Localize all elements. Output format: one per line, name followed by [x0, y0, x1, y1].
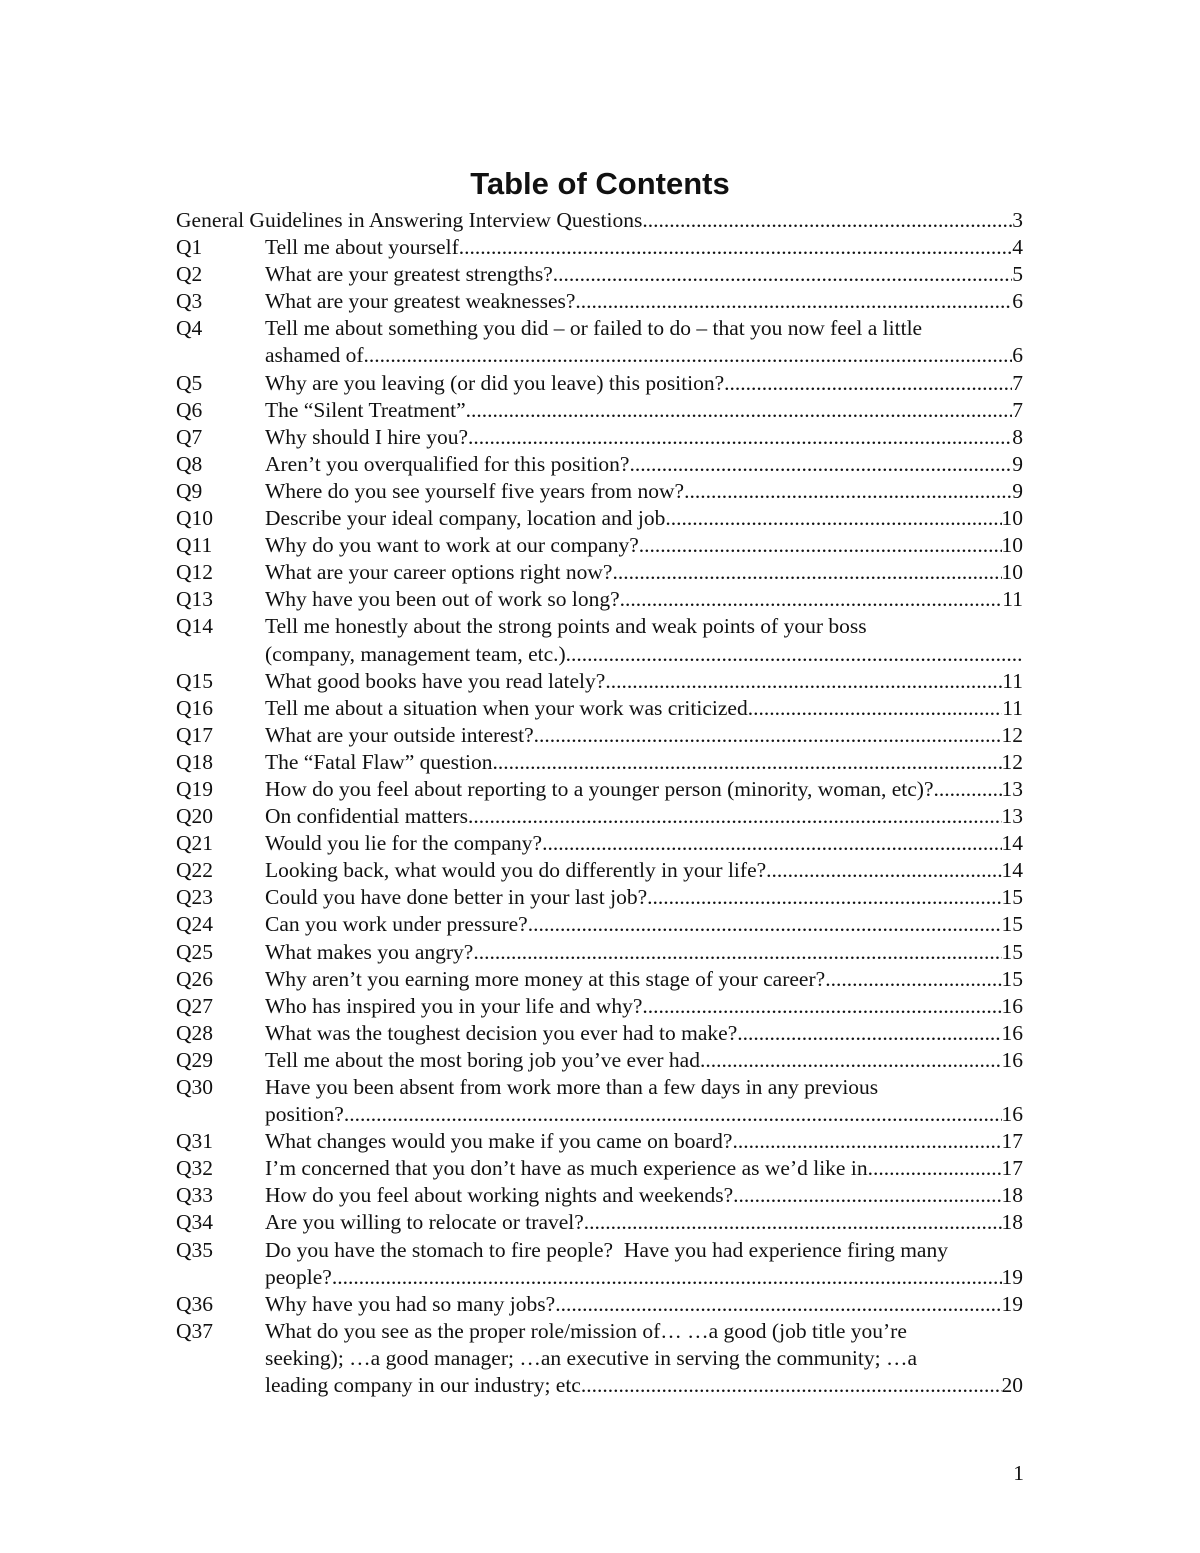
- entry-body: [265, 532, 1023, 559]
- dot-leader: [934, 776, 1002, 803]
- entry-page-number: 18: [1001, 1183, 1023, 1208]
- entry-body: [265, 1128, 1023, 1155]
- entry-title: Have you been absent from work more than a few days in any previous: [265, 1075, 879, 1099]
- entry-title: Why do you want to work at our company?: [265, 533, 639, 558]
- entry-title: What good books have you read lately?: [265, 668, 606, 693]
- entry-body: [265, 1182, 1023, 1209]
- dot-leader: [748, 695, 1003, 722]
- entry-title: On confidential matters: [265, 804, 468, 829]
- toc-entry-q15[interactable]: [176, 668, 1023, 695]
- entry-page-number: 9: [1012, 478, 1023, 503]
- question-number: Q28: [176, 1020, 214, 1045]
- toc-entry-q10[interactable]: [176, 505, 1023, 532]
- dot-leader: [766, 857, 1001, 884]
- dot-leader: [344, 1101, 1002, 1128]
- toc-entry-q24[interactable]: [176, 911, 1023, 938]
- entry-page-number: 14: [1001, 858, 1023, 883]
- entry-page-number: 16: [1001, 1047, 1023, 1072]
- question-number: Q23: [176, 885, 214, 910]
- entry-body: [265, 559, 1023, 586]
- dot-leader: [700, 1047, 1002, 1074]
- question-number: Q21: [176, 831, 214, 856]
- entry-title: leading company in our industry; etc.: [265, 1373, 587, 1398]
- entry-title: What do you see as the proper role/mission of… …a good (job title you’re: [265, 1318, 907, 1343]
- toc-entry-q13[interactable]: [176, 586, 1023, 613]
- entry-title: Aren’t you overqualified for this position?: [265, 451, 630, 476]
- entry-title: What are your outside interest?: [265, 722, 534, 747]
- entry-body: [265, 1074, 1023, 1128]
- dot-leader: [639, 532, 1002, 559]
- dot-leader: [605, 668, 1002, 695]
- toc-entry-q20[interactable]: [176, 803, 1023, 830]
- entry-title: What are your greatest strengths?: [265, 262, 553, 287]
- question-number: Q25: [176, 939, 214, 964]
- entry-body: [265, 1020, 1023, 1047]
- toc-entry-q28[interactable]: [176, 1020, 1023, 1047]
- entry-title: Why have you been out of work so long?: [265, 587, 620, 612]
- table-of-contents: [176, 207, 1023, 1399]
- toc-entry-q22[interactable]: [176, 857, 1023, 884]
- toc-entry-q37[interactable]: [176, 1318, 1023, 1399]
- entry-title: position?: [265, 1102, 344, 1127]
- entry-body: [265, 803, 1023, 830]
- question-number: Q16: [176, 695, 214, 720]
- dot-leader: [575, 288, 1012, 315]
- entry-body: [265, 261, 1023, 288]
- dot-leader: [542, 830, 1001, 857]
- dot-leader: [642, 207, 1012, 234]
- entry-title: The “Silent Treatment”: [265, 397, 466, 422]
- entry-body: [265, 939, 1023, 966]
- toc-entry-q5[interactable]: [176, 370, 1023, 397]
- entry-body: [265, 857, 1023, 884]
- entry-body: [265, 993, 1023, 1020]
- toc-entry-q33[interactable]: [176, 1182, 1023, 1209]
- entry-body: [265, 424, 1023, 451]
- entry-page-number: 7: [1012, 370, 1023, 395]
- entry-title: General Guidelines in Answering Interview Questions: [176, 208, 643, 232]
- entry-title: What changes would you make if you came on board?: [265, 1129, 733, 1154]
- entry-title: Can you work under pressure?: [265, 912, 528, 937]
- entry-page-number: 10: [1001, 506, 1023, 531]
- toc-entry-q16[interactable]: [176, 695, 1023, 722]
- question-number: Q32: [176, 1156, 214, 1181]
- entry-title: How do you feel about reporting to a younger person (minority, woman, etc)?: [265, 776, 934, 801]
- toc-entry-q9[interactable]: [176, 478, 1023, 505]
- dot-leader: [466, 397, 1013, 424]
- entry-body: [265, 234, 1023, 261]
- question-number: Q11: [176, 533, 213, 558]
- question-number: Q4: [176, 316, 203, 341]
- entry-body: [265, 478, 1023, 505]
- toc-entry-q2[interactable]: [176, 261, 1023, 288]
- question-number: Q2: [176, 262, 203, 287]
- dot-leader: [737, 1020, 1001, 1047]
- entry-title: What are your career options right now?: [265, 560, 613, 585]
- question-number: Q27: [176, 993, 214, 1018]
- entry-page-number: 17: [1001, 1156, 1023, 1181]
- entry-title: Why are you leaving (or did you leave) this position?: [265, 370, 725, 395]
- question-number: Q22: [176, 858, 214, 883]
- toc-entry-q8[interactable]: [176, 451, 1023, 478]
- entry-body: [265, 722, 1023, 749]
- toc-entry-q31[interactable]: [176, 1128, 1023, 1155]
- entry-page-number: 10: [1001, 560, 1023, 585]
- question-number: Q34: [176, 1210, 214, 1235]
- dot-leader: [492, 749, 1001, 776]
- entry-page-number: 16: [1001, 1102, 1023, 1127]
- entry-body: [265, 1291, 1023, 1318]
- entry-title: ashamed of: [265, 343, 364, 368]
- entry-page-number: 15: [1001, 966, 1023, 991]
- entry-page-number: 6: [1012, 289, 1023, 314]
- toc-entry-q6[interactable]: [176, 397, 1023, 424]
- entry-body: [176, 207, 1023, 234]
- dot-leader: [620, 586, 1003, 613]
- dot-leader: [584, 1209, 1002, 1236]
- dot-leader: [684, 478, 1012, 505]
- entry-title: Tell me about a situation when your work was criticized: [265, 695, 748, 720]
- dot-leader: [332, 1264, 1002, 1291]
- toc-entry-q3[interactable]: [176, 288, 1023, 315]
- entry-page-number: 17: [1001, 1129, 1023, 1154]
- entry-page-number: 19: [1001, 1264, 1023, 1289]
- entry-body: [265, 288, 1023, 315]
- entry-body: [265, 668, 1023, 695]
- dot-leader: [473, 939, 1001, 966]
- dot-leader: [724, 370, 1012, 397]
- entry-page-number: 11: [1002, 587, 1023, 612]
- question-number: Q30: [176, 1075, 214, 1099]
- question-number: Q14: [176, 614, 214, 639]
- question-number: Q5: [176, 370, 203, 395]
- question-number: Q13: [176, 587, 214, 612]
- dot-leader: [555, 1291, 1001, 1318]
- question-number: Q18: [176, 749, 214, 774]
- entry-body: [265, 613, 1023, 667]
- entry-page-number: 18: [1001, 1210, 1023, 1235]
- entry-body: [265, 966, 1023, 993]
- toc-entry-intro[interactable]: [176, 207, 1023, 234]
- dot-leader: [459, 234, 1013, 261]
- entry-title: What makes you angry?: [265, 939, 474, 964]
- entry-title: Do you have the stomach to fire people? Have you had experience firing many: [265, 1237, 948, 1262]
- entry-title: Why have you had so many jobs?: [265, 1291, 556, 1316]
- toc-entry-q36[interactable]: [176, 1291, 1023, 1318]
- entry-page-number: 12: [1001, 749, 1023, 774]
- page-number: 1: [1013, 1461, 1024, 1485]
- entry-title: (company, management team, etc.): [265, 641, 566, 666]
- entry-page-number: 20: [1001, 1373, 1023, 1398]
- entry-title: What was the toughest decision you ever had to make?: [265, 1020, 738, 1045]
- question-number: Q17: [176, 722, 214, 747]
- entry-body: [265, 1209, 1023, 1236]
- entry-page-number: 15: [1001, 939, 1023, 964]
- dot-leader: [647, 884, 1001, 911]
- dot-leader: [468, 803, 1002, 830]
- entry-page-number: 15: [1001, 885, 1023, 910]
- entry-page-number: 14: [1001, 831, 1023, 856]
- entry-body: [265, 911, 1023, 938]
- entry-title: Tell me honestly about the strong points and weak points of your boss: [265, 614, 867, 639]
- toc-entry-q17[interactable]: [176, 722, 1023, 749]
- toc-entry-q7[interactable]: [176, 424, 1023, 451]
- entry-body: [265, 505, 1023, 532]
- toc-entry-q34[interactable]: [176, 1209, 1023, 1236]
- entry-body: [265, 315, 1023, 369]
- toc-entry-q32[interactable]: [176, 1155, 1023, 1182]
- entry-title: What are your greatest weaknesses?: [265, 289, 576, 314]
- entry-body: [265, 830, 1023, 857]
- entry-title: Describe your ideal company, location and job.: [265, 506, 671, 531]
- entry-page-number: 15: [1001, 912, 1023, 937]
- entry-page-number: 6: [1012, 343, 1023, 368]
- question-number: Q20: [176, 804, 214, 829]
- question-number: Q31: [176, 1129, 214, 1154]
- dot-leader: [586, 1372, 1001, 1399]
- question-number: Q24: [176, 912, 214, 937]
- entry-title: Where do you see yourself five years from now?: [265, 478, 685, 503]
- toc-entry-q14[interactable]: [176, 613, 1023, 667]
- dot-leader: [553, 261, 1013, 288]
- entry-body: [265, 1237, 1023, 1291]
- dot-leader: [671, 505, 1002, 532]
- entry-page-number: 7: [1012, 397, 1023, 422]
- entry-title: Would you lie for the company?: [265, 831, 543, 856]
- entry-body: [265, 695, 1023, 722]
- dot-leader: [612, 559, 1001, 586]
- toc-entry-q29[interactable]: [176, 1047, 1023, 1074]
- toc-entry-q1[interactable]: [176, 234, 1023, 261]
- entry-page-number: 8: [1012, 424, 1023, 449]
- dot-leader: [825, 966, 1001, 993]
- question-number: Q7: [176, 424, 203, 449]
- entry-page-number: 19: [1001, 1291, 1023, 1316]
- question-number: Q3: [176, 289, 203, 314]
- toc-entry-q21[interactable]: [176, 830, 1023, 857]
- entry-title: Looking back, what would you do differently in your life?: [265, 858, 767, 883]
- toc-entry-q23[interactable]: [176, 884, 1023, 911]
- toc-entry-q19[interactable]: [176, 776, 1023, 803]
- toc-entry-q12[interactable]: [176, 559, 1023, 586]
- question-number: Q15: [176, 668, 214, 693]
- page-title: Table of Contents: [470, 166, 730, 201]
- question-number: Q26: [176, 966, 214, 991]
- entry-page-number: 5: [1012, 262, 1023, 287]
- toc-entry-q25[interactable]: [176, 939, 1023, 966]
- question-number: Q19: [176, 776, 214, 801]
- entry-title: Tell me about the most boring job you’ve ever had: [265, 1047, 700, 1072]
- question-number: Q33: [176, 1183, 214, 1208]
- dot-leader: [364, 342, 1013, 369]
- question-number: Q8: [176, 451, 203, 476]
- toc-entry-q30[interactable]: [176, 1074, 1023, 1128]
- dot-leader: [733, 1182, 1001, 1209]
- entry-title: people?: [265, 1264, 332, 1289]
- entry-page-number: 16: [1001, 1020, 1023, 1045]
- question-number: Q12: [176, 560, 214, 585]
- entry-page-number: 9: [1012, 451, 1023, 476]
- entry-page-number: 11: [1002, 668, 1023, 693]
- dot-leader: [629, 451, 1012, 478]
- entry-body: [265, 451, 1023, 478]
- entry-page-number: 3: [1012, 208, 1023, 232]
- entry-title: I’m concerned that you don’t have as much experience as we’d like in: [265, 1156, 868, 1181]
- question-number: Q37: [176, 1318, 214, 1343]
- entry-page-number: 11: [1002, 695, 1023, 720]
- dot-leader: [534, 722, 1002, 749]
- entry-body: [265, 586, 1023, 613]
- entry-title: Who has inspired you in your life and why?: [265, 993, 643, 1018]
- entry-page-number: 13: [1001, 776, 1023, 801]
- entry-body: [265, 1047, 1023, 1074]
- dot-leader: [468, 424, 1012, 451]
- question-number: Q9: [176, 478, 203, 503]
- entry-body: [265, 397, 1023, 424]
- entry-title: The “Fatal Flaw” question: [265, 749, 493, 774]
- dot-leader: [642, 993, 1001, 1020]
- entry-page-number: 12: [1001, 722, 1023, 747]
- dot-leader: [566, 641, 1023, 668]
- entry-page-number: 16: [1001, 993, 1023, 1018]
- question-number: Q10: [176, 506, 214, 531]
- entry-body: [265, 749, 1023, 776]
- toc-entry-q27[interactable]: [176, 993, 1023, 1020]
- question-number: Q35: [176, 1237, 214, 1262]
- entry-body: [265, 370, 1023, 397]
- dot-leader: [868, 1155, 1002, 1182]
- dot-leader: [528, 911, 1002, 938]
- entry-title: Tell me about something you did – or failed to do – that you now feel a little: [265, 316, 923, 341]
- entry-title: Why aren’t you earning more money at this stage of your career?: [265, 966, 826, 991]
- entry-page-number: 4: [1012, 235, 1023, 260]
- entry-title: Are you willing to relocate or travel?: [265, 1210, 584, 1235]
- entry-body: [265, 776, 1023, 803]
- toc-entry-q35[interactable]: [176, 1237, 1023, 1291]
- toc-entry-q18[interactable]: [176, 749, 1023, 776]
- toc-entry-q4[interactable]: [176, 315, 1023, 369]
- toc-entry-q11[interactable]: [176, 532, 1023, 559]
- entry-title: seeking); …a good manager; …an executive in serving the community; …a: [265, 1345, 917, 1370]
- entry-title: Could you have done better in your last job?: [265, 885, 648, 910]
- entry-body: [265, 884, 1023, 911]
- entry-page-number: 13: [1001, 804, 1023, 829]
- entry-body: [265, 1318, 1023, 1399]
- entry-title: How do you feel about working nights and weekends?: [265, 1183, 734, 1208]
- toc-entry-q26[interactable]: [176, 966, 1023, 993]
- dot-leader: [732, 1128, 1001, 1155]
- question-number: Q29: [176, 1047, 214, 1072]
- question-number: Q6: [176, 397, 203, 422]
- entry-title: Tell me about yourself: [265, 235, 459, 260]
- entry-body: [265, 1155, 1023, 1182]
- entry-title: Why should I hire you?: [265, 424, 469, 449]
- question-number: Q1: [176, 235, 203, 260]
- entry-page-number: 10: [1001, 533, 1023, 558]
- question-number: Q36: [176, 1291, 214, 1316]
